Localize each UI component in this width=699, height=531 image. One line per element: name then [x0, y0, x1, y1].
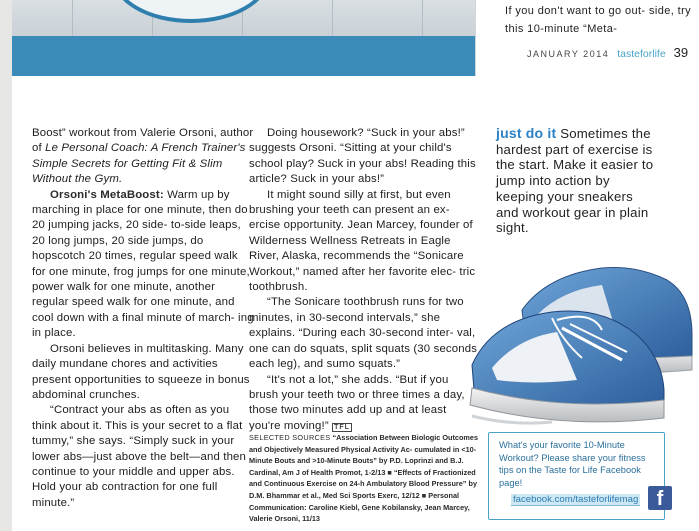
- facebook-icon[interactable]: f: [648, 486, 672, 510]
- end-mark: TFL: [334, 423, 350, 431]
- issue-date: JANUARY 2014: [527, 49, 610, 59]
- facebook-question: What's your favorite 10-Minute Workout? Please share your fitness tips on the Taste for Life Facebook page!: [499, 440, 646, 488]
- article-column-1: [32, 126, 254, 511]
- sources-label: SELECTED SOURCES: [249, 433, 331, 442]
- callout-heading: just do it: [496, 125, 557, 141]
- article-column-2: [249, 126, 479, 435]
- facebook-promo-box: [488, 432, 665, 520]
- top-banner: [12, 0, 475, 76]
- folio: [527, 45, 688, 60]
- selected-sources: SELECTED SOURCES “Association Between Biologic Outcomes and Objectively Measured Physical Activity Ac- cumulated in <10-Minute Bouts and >10-Minute Bouts” by P.D. Loprinzi and B.J. Cardinal, Am J of Health Promot, 1-2/13 ■ “Effects of Fractionized and Continuous Exercise on 24-h Ambulatory Blood Pressure” by D.M. Bhammar et al., Med Sci Sports Exerc, 12/12 ■ Personal Communication: Caroline Kiebl, Gene Kobilansky, Jean Marcey, Valerie Orsoni, 11/13: [249, 433, 479, 524]
- paragraph: “Contract your abs as often as you think about it. This is your secret to a flat tummy,” she says. “Simply suck in your lower abs—just above the belt—and then continue to your middle and upper abs. Hold your ab contraction for one full minute.”: [32, 404, 247, 509]
- paragraph: “It's not a lot,” she adds. “But if you brush your teeth two or three times a day, those two minutes add up and at least you're moving!” TFL: [249, 373, 465, 432]
- running-shoes-image: [452, 240, 699, 435]
- callout-body: Sometimes the hardest part of exercise is the start. Make it easier to jump into action by keeping your sneakers and workout gear in plain sight.: [496, 126, 654, 236]
- paragraph: Doing housework? “Suck in your abs!” suggests Orsoni. “Sitting at your child's school play? Suck in your abs! Reading this article? Suck in your abs!”: [249, 127, 476, 186]
- brand-name: tasteforlife: [617, 48, 666, 60]
- book-title: Le Personal Coach: A French Trainer's Simple Secrets for Getting Fit & Slim Without the Gym.: [32, 142, 246, 186]
- workout-heading: Orsoni's MetaBoost:: [50, 188, 164, 201]
- just-do-it-callout: [496, 126, 656, 236]
- paragraph: “The Sonicare toothbrush runs for two minutes, in 30-second intervals,” she explains. “During each 30-second inter- val, one can do squats, split squats (30 seconds each leg), and sumo squats.”: [249, 296, 478, 371]
- source-3: Personal Communication: Caroline Kiebl, Gene Kobilansky, Jean Marcey, Valerie Orsoni, 11/13: [249, 490, 470, 524]
- banner-divider: [475, 0, 476, 76]
- paragraph: Orsoni believes in multitasking. Many daily mundane chores and activities present opportunities to squeeze in bonus abdominal crunches.: [32, 342, 250, 401]
- paragraph: Boost” workout from Valerie Orsoni, author of Le Personal Coach: A French Trainer's Simple Secrets for Getting Fit & Slim Without the Gym.: [32, 127, 254, 186]
- paragraph: It might sound silly at first, but even brushing your teeth can present an ex- ercise opportunity. Jean Marcey, founder of Wilderness Wellness Retreats in Eagle River, Alaska, recommends the “Sonicare Workout,” named after her favorite elec- tric toothbrush.: [249, 188, 476, 294]
- source-1: “Association Between Biologic Outcomes and Objectively Measured Physical Activity Ac- cumulated in <10-Minute Bouts and >10-Minute Bouts” by P.D. Loprinzi and B.J. Cardinal, Am J of Health Promot, 1-2/13: [249, 433, 479, 477]
- source-2: “Effects of Fractionized and Continuous Exercise on 24-h Ambulatory Blood Pressure” by D.M. Bhammar et al., Med Sci Sports Exerc, 12/12: [249, 467, 478, 500]
- magazine-page: [12, 0, 699, 531]
- page-number: 39: [673, 45, 689, 60]
- continued-text: If you don't want to go out- side, try this 10-minute “Meta-: [505, 5, 692, 35]
- facebook-link[interactable]: facebook.com/tasteforlifemag: [513, 494, 639, 505]
- paragraph: Orsoni's MetaBoost: Warm up by marching in place for one minute, then do 20 jumping jacks, 20 side- to-side leaps, 20 long jumps, 20 side jumps, do hopscotch 20 times, regular speed walk for one minute, frog jumps for one minute, power walk for one minute, another regular speed walk for one minute, and cool down with a final minute of march- ing in place.: [32, 188, 254, 340]
